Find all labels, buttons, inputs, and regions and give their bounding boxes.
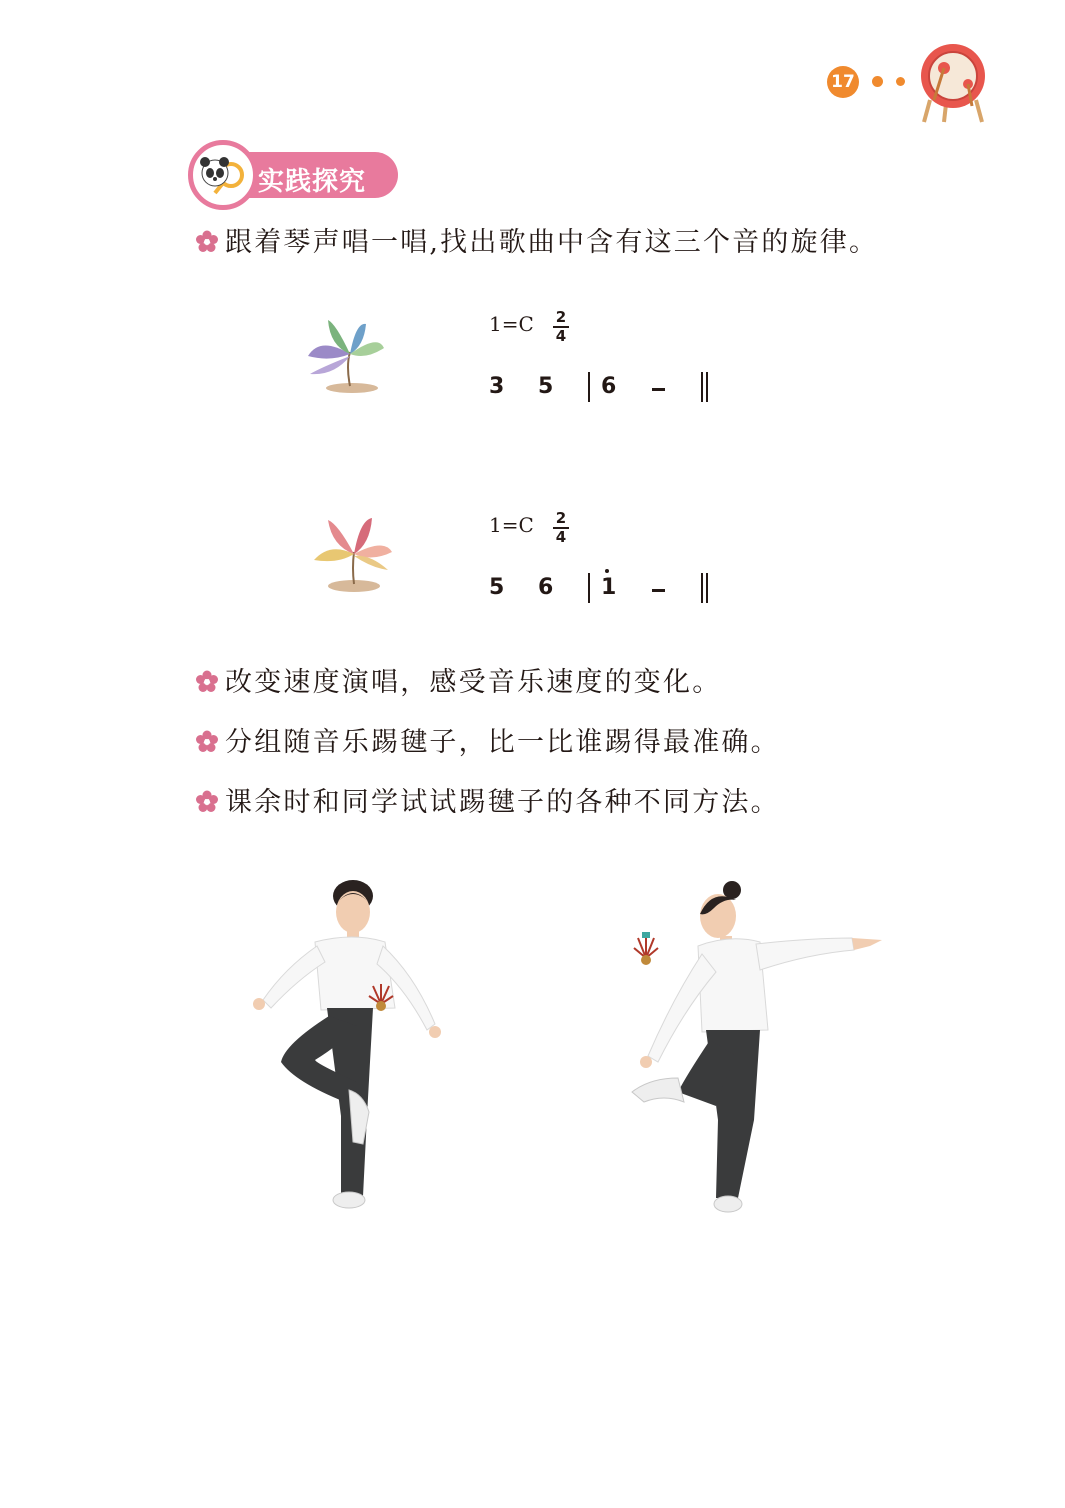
note: 5 [538, 374, 554, 399]
final-barline [701, 372, 703, 402]
flower-bullet-icon [195, 230, 219, 254]
extension-dash [652, 589, 665, 592]
girl-kicking-shuttlecock-photo [620, 880, 890, 1216]
plant-illustration [308, 512, 398, 596]
instruction-sing [195, 224, 878, 262]
final-barline [706, 573, 708, 603]
barline [588, 573, 590, 603]
key-signature: 1=C [489, 312, 534, 336]
decor-dot [896, 77, 905, 86]
key-signature: 1=C [489, 513, 534, 537]
note: 3 [489, 374, 505, 399]
plant-illustration [300, 316, 390, 398]
note: 6 [601, 374, 617, 399]
girl-kicking-shuttlecock-photo [245, 876, 450, 1212]
barline [588, 372, 590, 402]
time-signature-top: 2 [555, 509, 567, 527]
final-barline [706, 372, 708, 402]
instruction-text: 改变速度演唱，感受音乐速度的变化。 [225, 667, 722, 698]
instruction-text: 分组随音乐踢毽子，比一比谁踢得最准确。 [225, 727, 780, 758]
time-signature-bottom: 4 [555, 327, 567, 345]
decor-dot [872, 76, 883, 87]
instruction-group-kick [195, 724, 780, 762]
section-badge [188, 140, 400, 210]
panda-magnifier-icon [188, 140, 258, 210]
drum-icon [916, 40, 990, 124]
time-signature-bottom: 4 [555, 528, 567, 546]
flower-bullet-icon [195, 790, 219, 814]
final-barline [701, 573, 703, 603]
flower-bullet-icon [195, 730, 219, 754]
instruction-text: 课余时和同学试试踢毽子的各种不同方法。 [225, 787, 780, 818]
page-number: 17 [827, 66, 859, 98]
note: 5 [489, 575, 505, 600]
section-title: 实践探究 [258, 167, 367, 197]
instruction-text: 跟着琴声唱一唱,找出歌曲中含有这三个音的旋律。 [225, 227, 879, 258]
time-signature-top: 2 [555, 308, 567, 326]
time-signature [553, 511, 569, 545]
instruction-tempo [195, 664, 721, 702]
time-signature [553, 310, 569, 344]
extension-dash [652, 388, 665, 391]
note: 6 [538, 575, 554, 600]
flower-bullet-icon [195, 670, 219, 694]
instruction-methods [195, 784, 780, 822]
high-octave-dot [605, 569, 609, 573]
note: 1 [601, 575, 617, 600]
